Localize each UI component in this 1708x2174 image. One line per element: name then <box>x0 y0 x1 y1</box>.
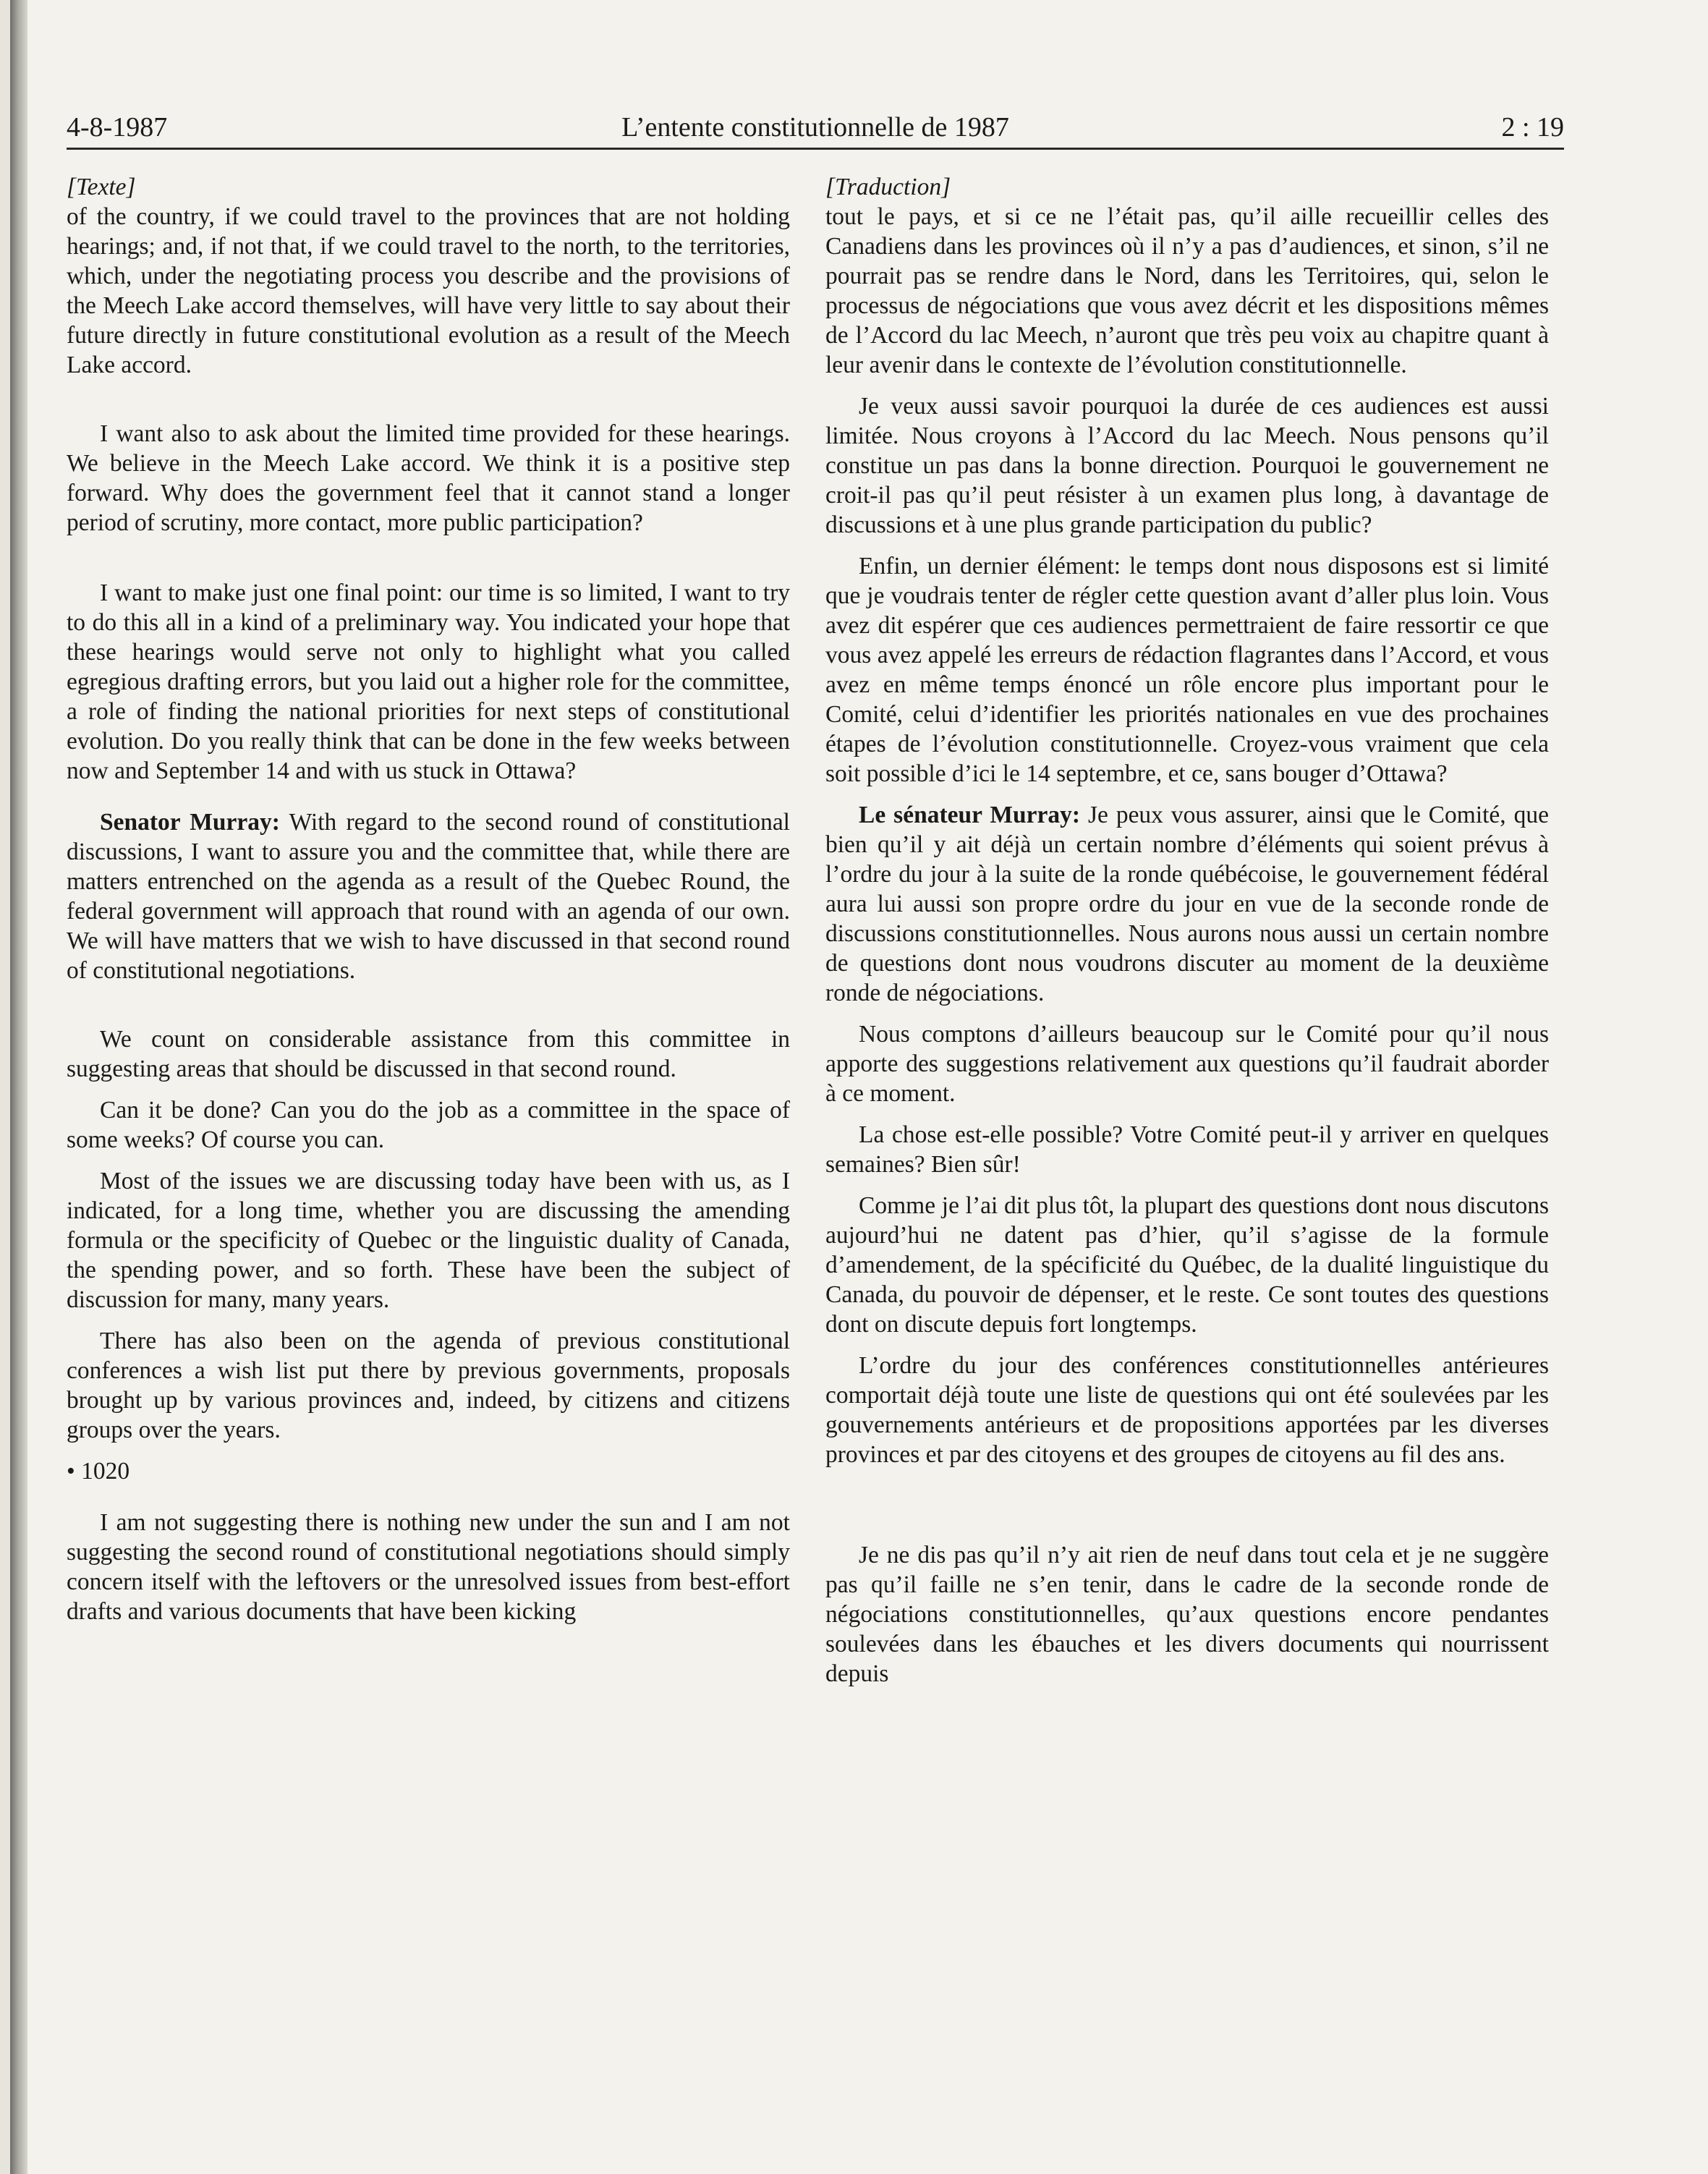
en-speaker: Senator Murray: <box>100 809 280 836</box>
document-page <box>10 0 1708 2174</box>
en-paragraph-4 <box>67 807 790 985</box>
page-header <box>67 110 1564 150</box>
en-paragraph-8: There has also been on the agenda of previous constitutional conferences a wish list put there by previous governments, proposals brought up by various provinces and, indeed, by citizens and citizens groups over the years. <box>67 1328 790 1443</box>
time-marker: • 1020 <box>67 1458 130 1485</box>
fr-paragraph-4-text: Je peux vous assurer, ainsi que le Comité, que bien qu’il y ait déjà un certain nombre d’éléments qui soient prévus à l’ordre du jour à la suite de la ronde québécoise, le gouvernement fédéral aura lui aussi son propre ordre du jour en vue de la seconde ronde de discussions constitutionnelles. Nous aurons nous aussi un certain nombre de questions dont nous voudrons discuter au moment de la deuxième ronde de négociations. <box>825 802 1550 1006</box>
binding-shadow <box>10 0 27 2174</box>
header-page-number: 2 : 19 <box>1501 112 1564 143</box>
en-paragraph-9: I am not suggesting there is nothing new under the sun and I am not suggesting the second round of constitutional negotiations should simply concern itself with the leftovers or the unresolved issues from best-effort drafts and various documents that have been kicking <box>67 1509 790 1625</box>
en-paragraph-1: of the country, if we could travel to the provinces that are not holding hearings; and, if not that, if we could travel to the north, to the territories, which, under the negotiating process you describe and the provisions of the Meech Lake accord themselves, will have very little to say about their future directly in future constitutional evolution as a result of the Meech Lake accord. <box>67 203 790 378</box>
header-title: L’entente constitutionnelle de 1987 <box>621 112 1009 143</box>
fr-paragraph-3: Enfin, un dernier élément: le temps dont nous disposons est si limité que je voudrais tenter de régler cette question avant d’aller plus loin. Vous avez dit espérer que ces audiences permettraient de faire ressortir ce que vous avez appelé les erreurs de rédaction flagrantes dans l’Accord, et vous avez en même temps énoncé un rôle encore plus important pour le Comité, celui d’identifier les priorités nationales en vue des prochaines étapes de l’évolution constitutionnelle. Croyez-vous vraiment que cela soit possible d’ici le 14 septembre, et ce, sans bouger d’Ottawa? <box>825 553 1549 787</box>
french-tag: [Traduction] <box>825 174 951 200</box>
en-paragraph-5: We count on considerable assistance from this committee in suggesting areas that should be discussed in that second round. <box>67 1026 790 1082</box>
fr-paragraph-6: La chose est-elle possible? Votre Comité peut-il y arriver en quelques semaines? Bien sûr! <box>825 1121 1549 1178</box>
french-column <box>825 172 1549 1689</box>
en-paragraph-7: Most of the issues we are discussing today have been with us, as I indicated, for a long time, whether you are discussing the amending formula or the specificity of Quebec or the linguistic duality of Canada, the spending power, and so forth. These have been the subject of discussion for many, many years. <box>67 1168 790 1313</box>
fr-paragraph-4 <box>825 800 1549 1008</box>
en-paragraph-3: I want to make just one final point: our time is so limited, I want to try to do this all in a kind of a preliminary way. You indicated your hope that these hearings would serve not only to highlight what you called egregious drafting errors, but you laid out a higher role for the committee, a role of finding the national priorities for next steps of constitutional evolution. Do you really think that can be done in the few weeks between now and September 14 and with us stuck in Ottawa? <box>67 579 790 784</box>
en-paragraph-4-text: With regard to the second round of constitutional discussions, I want to assure you and the committee that, while there are matters entrenched on the agenda as a result of the Quebec Round, the federal government will approach that round with an agenda of our own. We will have matters that we wish to have discussed in that second round of constitutional negotiations. <box>67 809 790 984</box>
fr-paragraph-2: Je veux aussi savoir pourquoi la durée de ces audiences est aussi limitée. Nous croyons à l’Accord du lac Meech. Nous pensons qu’il constitue un pas dans la bonne direction. Pourquoi le gouvernement ne croit-il pas qu’il peut résister à un examen plus long, à davantage de discussions et à une plus grande participation du public? <box>825 393 1549 538</box>
fr-paragraph-7: Comme je l’ai dit plus tôt, la plupart des questions dont nous discutons aujourd’hui ne datent pas d’hier, qu’il s’agisse de la formule d’amendement, de la spécificité du Québec, de la dualité linguistique du Canada, du pouvoir de dépenser, et le reste. Ce sont toutes des questions dont on discute depuis fort longtemps. <box>825 1192 1549 1338</box>
english-column <box>67 172 790 1626</box>
fr-speaker: Le sénateur Murray: <box>859 802 1080 828</box>
en-paragraph-6: Can it be done? Can you do the job as a committee in the space of some weeks? Of course you can. <box>67 1097 790 1153</box>
fr-paragraph-8: L’ordre du jour des conférences constitutionnelles antérieures comportait déjà toute une liste de questions qui ont été soulevées par les gouvernements antérieurs et de propositions apportées par les diverses provinces et par des citoyens et des groupes de citoyens au fil des ans. <box>825 1352 1549 1468</box>
fr-paragraph-5: Nous comptons d’ailleurs beaucoup sur le Comité pour qu’il nous apporte des suggestions relativement aux questions qu’il faudrait aborder à ce moment. <box>825 1021 1549 1107</box>
header-date: 4-8-1987 <box>67 112 168 143</box>
fr-paragraph-1: tout le pays, et si ce ne l’était pas, qu’il aille recueillir celles des Canadiens dans les provinces où il n’y a pas d’audiences, et sinon, s’il ne pourrait pas se rendre dans le Nord, dans les Territoires, qui, selon le processus de négociations que vous avez décrit et les dispositions mêmes de l’Accord du lac Meech, n’auront que très peu voix au chapitre quant à leur avenir dans le contexte de l’évolution constitutionnelle. <box>825 203 1549 378</box>
english-tag: [Texte] <box>67 174 136 200</box>
fr-paragraph-9: Je ne dis pas qu’il n’y ait rien de neuf dans tout cela et je ne suggère pas qu’il faille ne s’en tenir, dans le cadre de la seconde ronde de négociations constitutionnelles, qu’aux questions encore pendantes soulevées dans les ébauches et les divers documents qui nourrissent depuis <box>825 1542 1549 1687</box>
en-paragraph-2: I want also to ask about the limited time provided for these hearings. We believe in the Meech Lake accord. We think it is a positive step forward. Why does the government feel that it cannot stand a longer period of scrutiny, more contact, more public participation? <box>67 420 790 536</box>
